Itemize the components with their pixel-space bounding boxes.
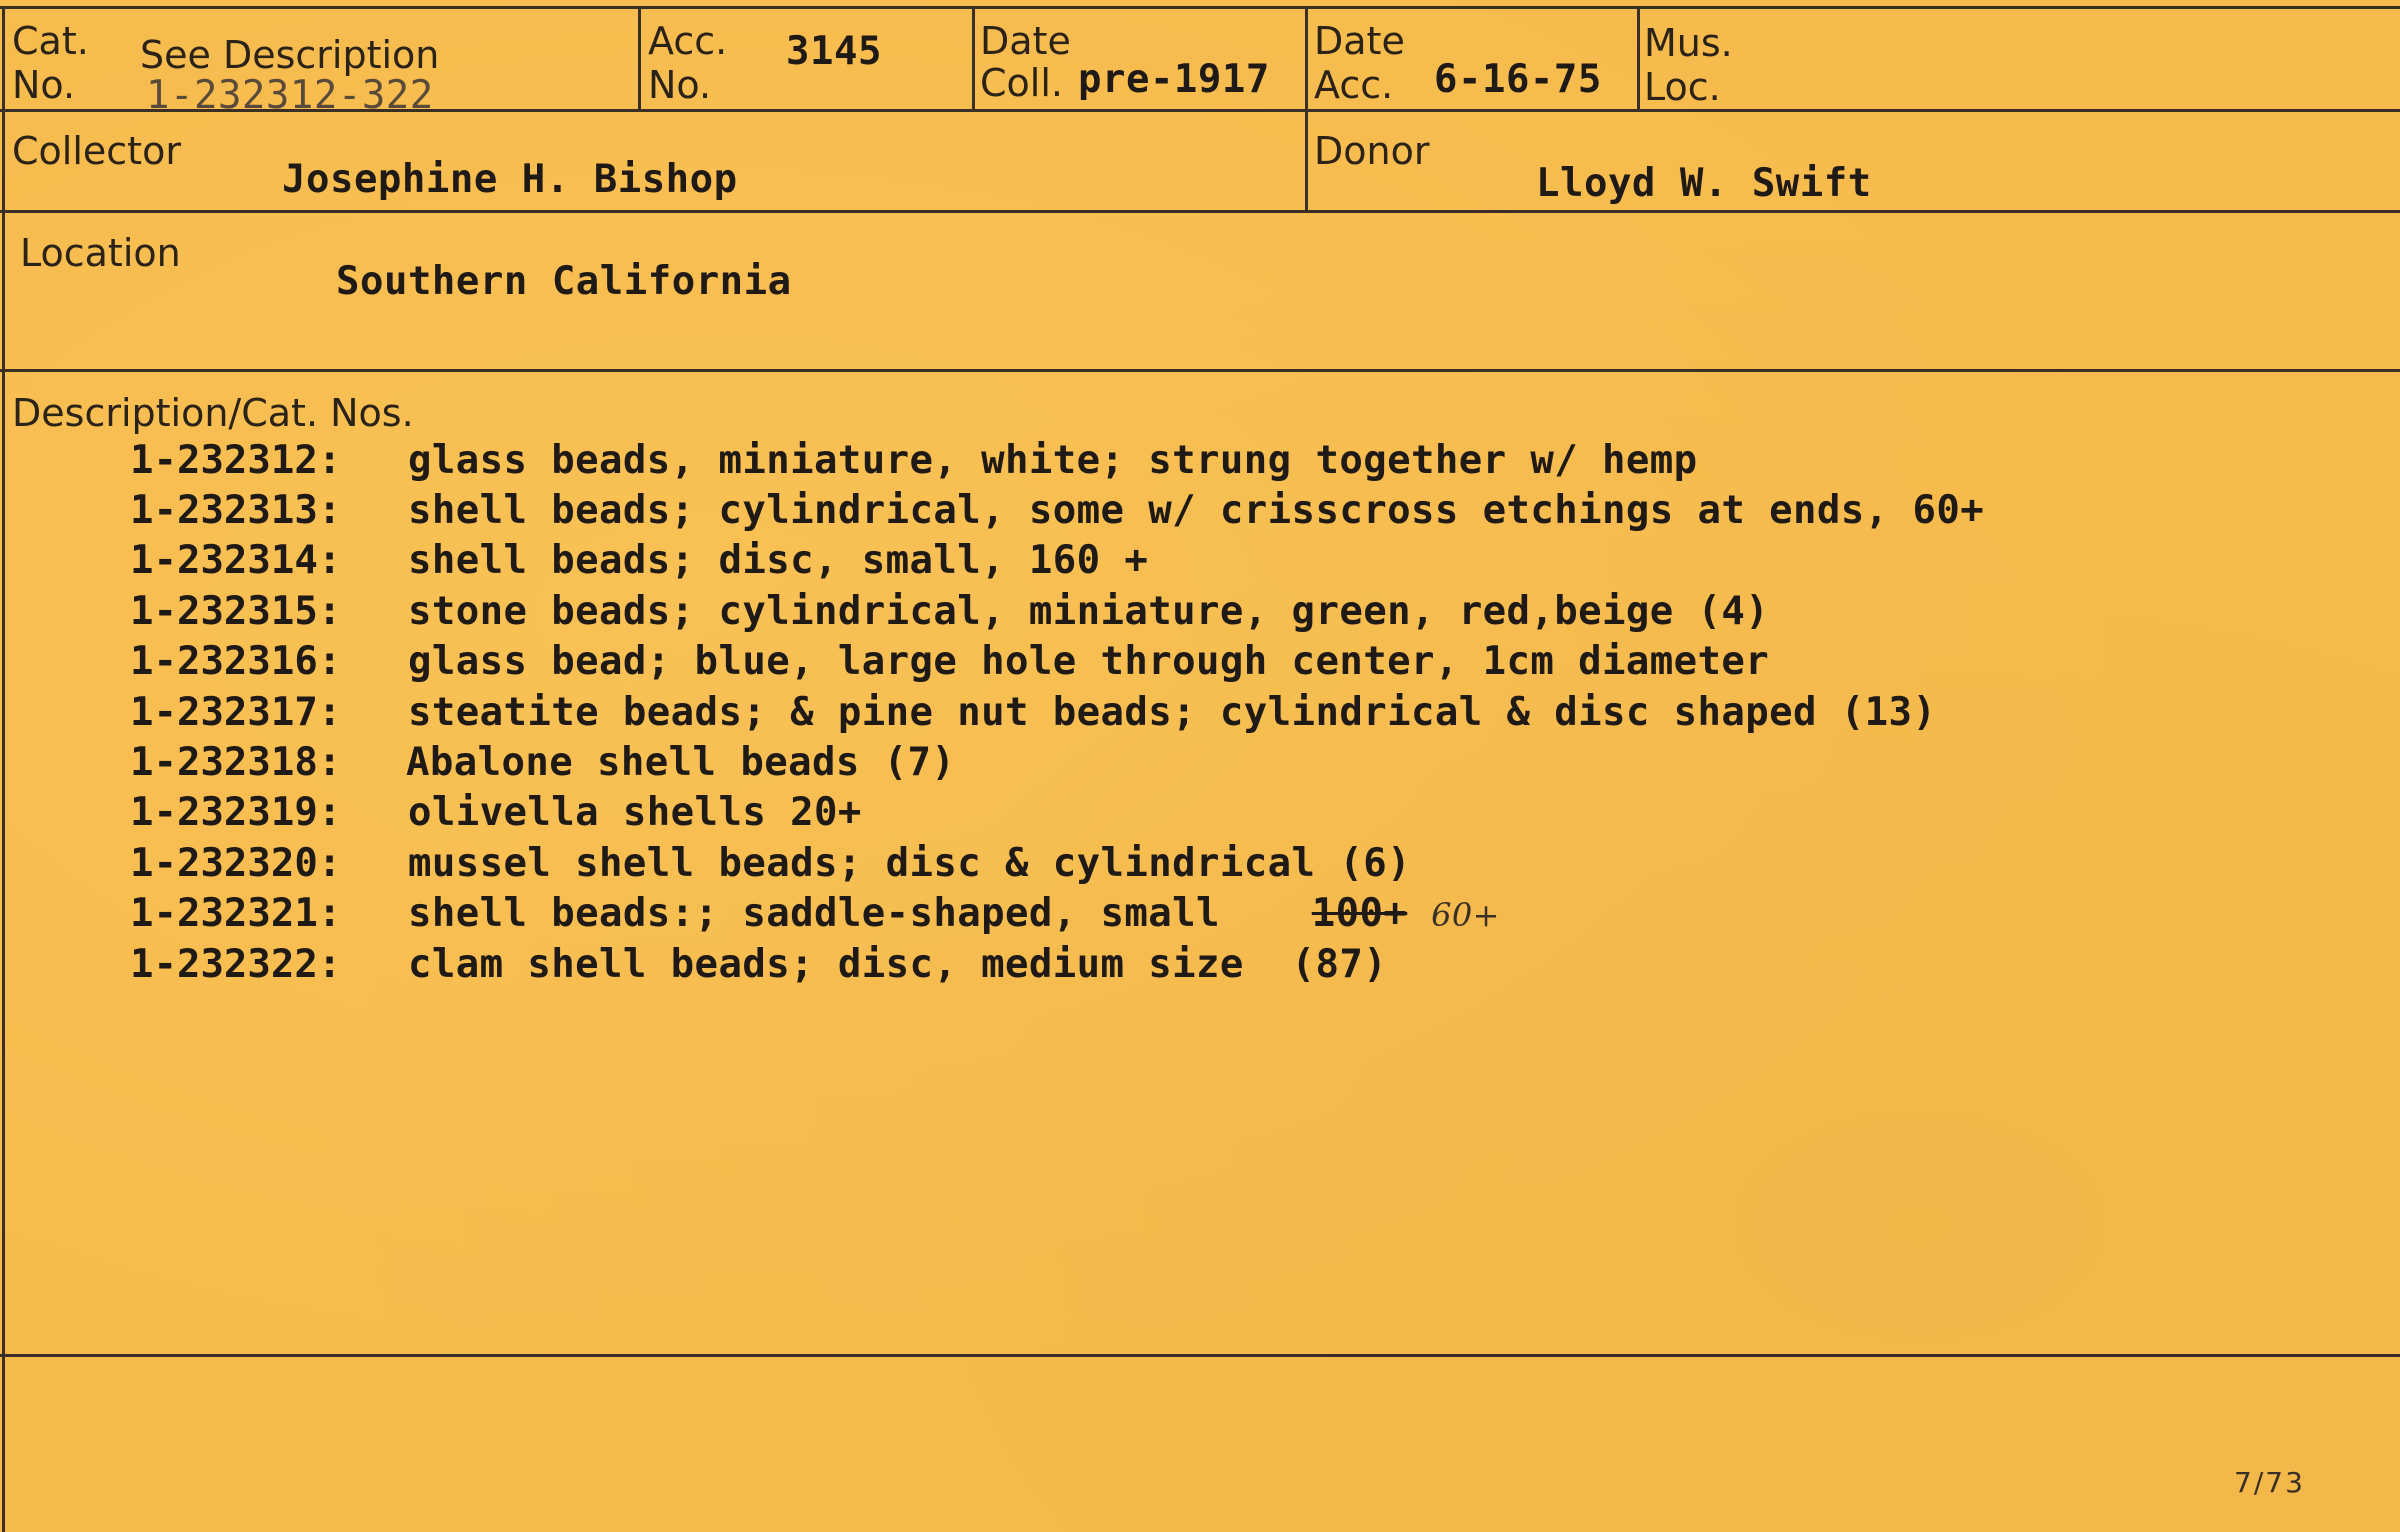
cat-number: 1-232316:: [130, 639, 342, 684]
item-description: steatite beads; & pine nut beads; cylindrical & disc shaped (13): [408, 690, 1937, 735]
description-bottom-rule: [0, 1354, 2400, 1357]
item-description: olivella shells 20+: [408, 790, 862, 835]
item-description: stone beads; cylindrical, miniature, green, red,beige (4): [408, 589, 1770, 634]
top-border: [0, 6, 2400, 9]
acc-no-value: 3145: [786, 29, 882, 74]
left-border: [2, 6, 5, 1532]
item-description-main: shell beads:; saddle-shaped, small: [408, 891, 1220, 936]
acc-no-label-line1: Acc.: [648, 19, 728, 63]
location-label: Location: [20, 231, 181, 275]
item-description: shell beads; disc, small, 160 +: [408, 538, 1149, 583]
date-acc-label-line1: Date: [1314, 19, 1405, 63]
cat-number: 1-232321:: [130, 891, 342, 936]
item-description: Abalone shell beads (7): [406, 740, 956, 785]
cat-no-label-line1: Cat.: [12, 19, 89, 63]
date-acc-label-line2: Acc.: [1314, 63, 1394, 107]
item-description: [408, 891, 1500, 936]
cat-number: 1-232320:: [130, 841, 342, 886]
divider-acc-datecoll: [972, 6, 975, 111]
date-acc-value: 6-16-75: [1434, 57, 1602, 102]
acc-no-label-line2: No.: [648, 63, 712, 107]
divider-cat-acc: [638, 6, 641, 111]
date-coll-label-line2: Coll.: [980, 61, 1063, 105]
divider-dateacc-mus: [1637, 6, 1640, 111]
date-coll-value: pre-1917: [1078, 57, 1270, 102]
donor-label: Donor: [1314, 129, 1430, 173]
location-value: Southern California: [336, 259, 792, 304]
struck-count: 100+: [1311, 891, 1408, 936]
collector-bottom-rule: [0, 210, 2400, 213]
item-description: shell beads; cylindrical, some w/ crisscross etchings at ends, 60+: [408, 488, 1985, 533]
item-description: glass bead; blue, large hole through center, 1cm diameter: [408, 639, 1770, 684]
form-code: 7/73: [2234, 1466, 2305, 1499]
collector-value: Josephine H. Bishop: [282, 157, 738, 202]
description-label: Description/Cat. Nos.: [12, 391, 414, 435]
cat-number: 1-232315:: [130, 589, 342, 634]
cat-no-value-line1: See Description: [140, 33, 440, 77]
cat-number: 1-232322:: [130, 942, 342, 987]
location-bottom-rule: [0, 369, 2400, 372]
item-description: mussel shell beads; disc & cylindrical (6): [408, 841, 1411, 886]
item-description: glass beads, miniature, white; strung together w/ hemp: [408, 438, 1698, 483]
collector-label: Collector: [12, 129, 181, 173]
cat-number: 1-232317:: [130, 690, 342, 735]
mus-loc-label-line2: Loc.: [1644, 65, 1721, 109]
handwritten-count: 60+: [1431, 896, 1500, 934]
cat-number: 1-232319:: [130, 790, 342, 835]
cat-number: 1-232313:: [130, 488, 342, 533]
cat-number: 1-232312:: [130, 438, 342, 483]
donor-value: Lloyd W. Swift: [1536, 161, 1872, 206]
cat-number: 1-232318:: [130, 740, 342, 785]
date-coll-label-line1: Date: [980, 19, 1071, 63]
item-description: clam shell beads; disc, medium size (87): [408, 942, 1388, 987]
divider-datecoll-dateacc: [1305, 6, 1308, 212]
mus-loc-label-line1: Mus.: [1644, 21, 1733, 65]
cat-no-value-line2: 1-232312-322: [146, 73, 434, 118]
cat-no-label-line2: No.: [12, 63, 76, 107]
cat-number: 1-232314:: [130, 538, 342, 583]
